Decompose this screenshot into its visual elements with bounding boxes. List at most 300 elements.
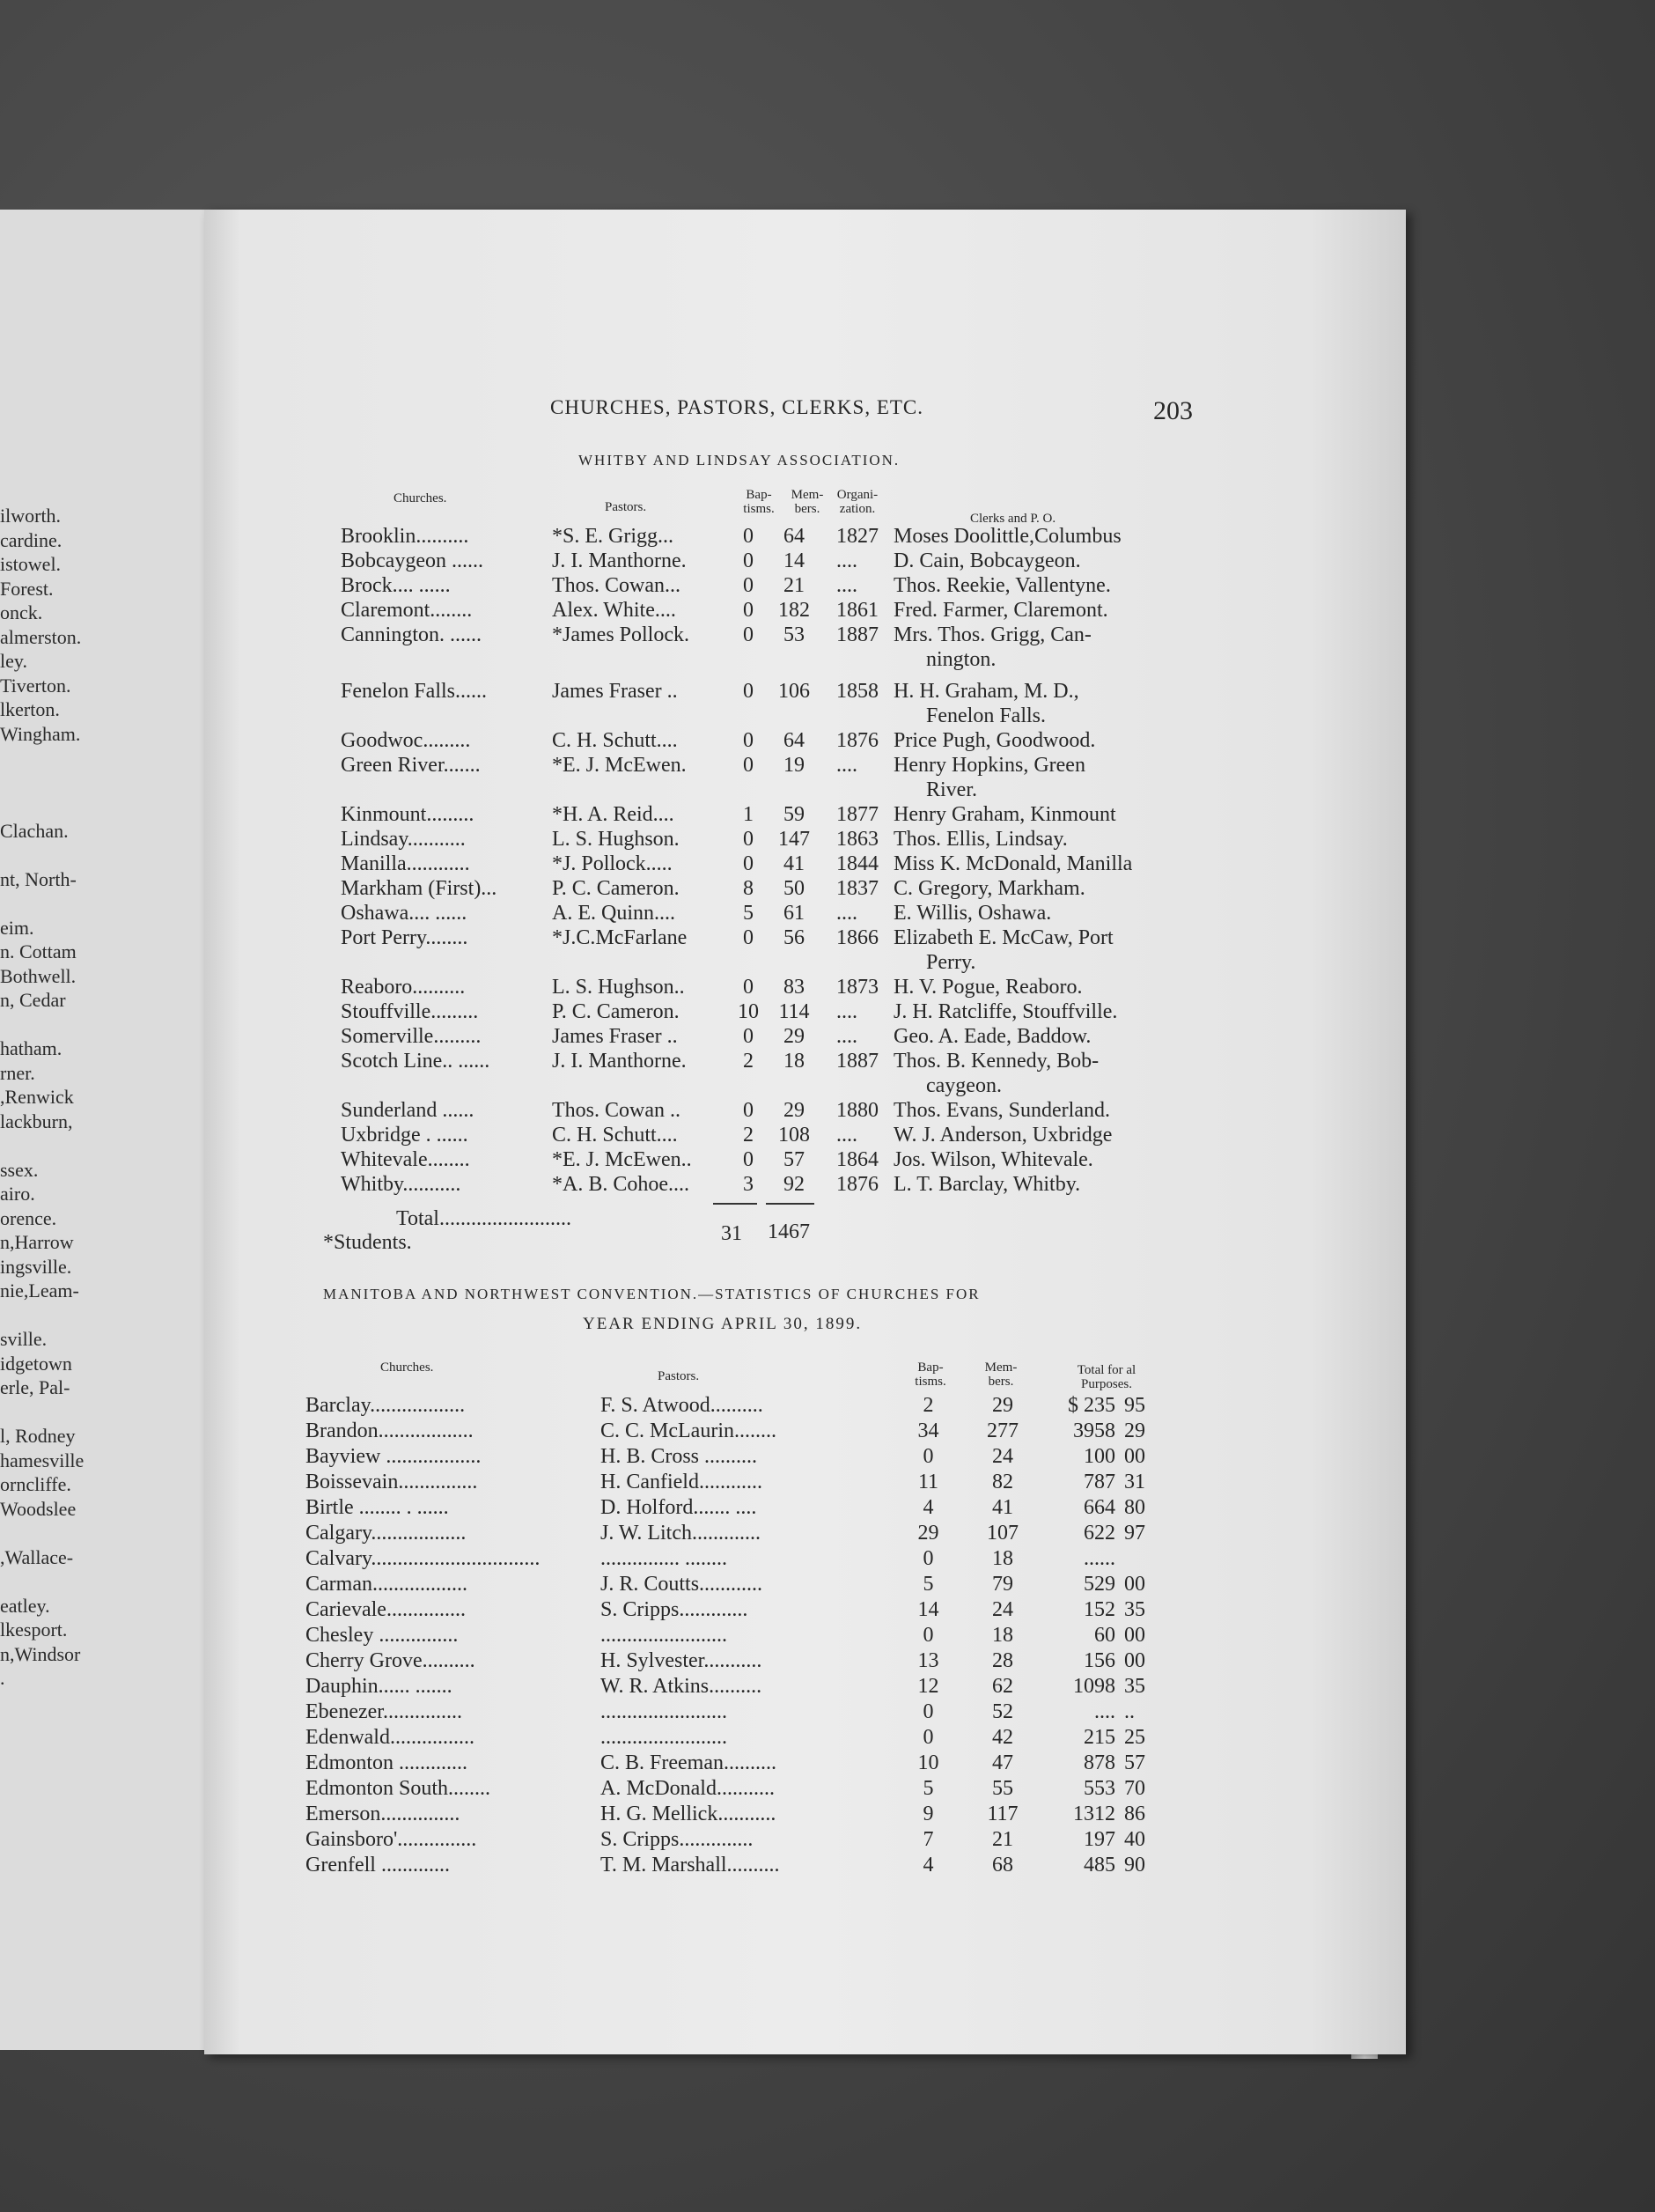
whitby-clerk: Elizabeth E. McCaw, Port bbox=[894, 926, 1114, 949]
manitoba-total-cents: .. bbox=[1124, 1700, 1135, 1723]
whitby-pastor: Thos. Cowan .. bbox=[552, 1099, 680, 1122]
whitby-members: 41 bbox=[783, 852, 805, 875]
manitoba-church: Chesley ............... bbox=[305, 1624, 459, 1647]
whitby-row bbox=[204, 976, 1406, 999]
whitby-members: 29 bbox=[783, 1099, 805, 1122]
whitby-clerk-continuation: caygeon. bbox=[926, 1074, 1002, 1097]
whitby-organized: 1880 bbox=[836, 1099, 879, 1122]
left-page-fragment: sville. bbox=[0, 1328, 48, 1350]
whitby-baptisms: 0 bbox=[743, 976, 754, 999]
whitby-clerk: W. J. Anderson, Uxbridge bbox=[894, 1124, 1113, 1147]
left-page-fragment: nie,Leam- bbox=[0, 1279, 79, 1301]
manitoba-title-line2: YEAR ENDING APRIL 30, 1899. bbox=[583, 1315, 863, 1333]
manitoba-total-cents: 31 bbox=[1124, 1471, 1145, 1493]
manitoba-total-cents: 80 bbox=[1124, 1496, 1145, 1519]
left-page-fragment: n. Cottam bbox=[0, 940, 77, 962]
manitoba-members: 47 bbox=[992, 1751, 1013, 1774]
manitoba-baptisms: 5 bbox=[923, 1777, 934, 1800]
whitby-pastor: *James Pollock. bbox=[552, 623, 689, 646]
manitoba-church: Ebenezer............... bbox=[305, 1700, 462, 1723]
whitby-row bbox=[204, 549, 1406, 572]
whitby-baptisms: 0 bbox=[743, 1025, 754, 1048]
whitby-clerk: C. Gregory, Markham. bbox=[894, 877, 1085, 900]
manitoba-row bbox=[204, 1547, 1406, 1570]
whitby-clerk: Thos. Ellis, Lindsay. bbox=[894, 828, 1068, 851]
manitoba-members: 79 bbox=[992, 1573, 1013, 1596]
whitby-organized: 1876 bbox=[836, 1173, 879, 1196]
whitby-members: 59 bbox=[783, 803, 805, 826]
whitby-members: 14 bbox=[783, 549, 805, 572]
left-page-fragment: n, Cedar bbox=[0, 989, 66, 1011]
whitby-pastor: P. C. Cameron. bbox=[552, 877, 680, 900]
whitby-organized: 1887 bbox=[836, 623, 879, 646]
whitby-church: Uxbridge . ...... bbox=[341, 1124, 468, 1147]
whitby-header-baptisms: Bap- tisms. bbox=[743, 488, 775, 516]
left-page-fragment: rner. bbox=[0, 1061, 35, 1084]
whitby-row bbox=[204, 803, 1406, 826]
manitoba-row bbox=[204, 1751, 1406, 1774]
left-page-fragment: n,Harrow bbox=[0, 1231, 74, 1253]
whitby-row bbox=[204, 754, 1406, 777]
whitby-church: Kinmount......... bbox=[341, 803, 474, 826]
left-page-fragment: . bbox=[0, 1667, 5, 1689]
whitby-organized: 1876 bbox=[836, 729, 879, 752]
whitby-pastor: *J.C.McFarlane bbox=[552, 926, 688, 949]
left-page-fragment: orncliffe. bbox=[0, 1473, 71, 1495]
whitby-church: Port Perry........ bbox=[341, 926, 468, 949]
whitby-clerk-continuation: Fenelon Falls. bbox=[926, 704, 1046, 727]
manitoba-total-dollars: 156 bbox=[1084, 1649, 1115, 1672]
whitby-baptisms: 2 bbox=[743, 1124, 754, 1147]
left-page-fragment: istowel. bbox=[0, 553, 62, 575]
manitoba-total-dollars: $ 235 bbox=[1068, 1394, 1115, 1417]
whitby-pastor: J. I. Manthorne. bbox=[552, 1050, 687, 1073]
whitby-pastor: C. H. Schutt.... bbox=[552, 729, 678, 752]
manitoba-title-line1: MANITOBA AND NORTHWEST CONVENTION.—STATISTICS OF CHURCHES FOR bbox=[323, 1286, 981, 1302]
left-page-fragment: lkesport. bbox=[0, 1618, 68, 1641]
whitby-church: Scotch Line.. ...... bbox=[341, 1050, 490, 1073]
manitoba-total-cents: 00 bbox=[1124, 1445, 1145, 1468]
manitoba-row bbox=[204, 1419, 1406, 1442]
whitby-organized: .... bbox=[836, 1124, 857, 1147]
manitoba-total-cents: 25 bbox=[1124, 1726, 1145, 1749]
left-page-fragment: Forest. bbox=[0, 577, 54, 600]
manitoba-baptisms: 2 bbox=[923, 1394, 934, 1417]
whitby-row bbox=[204, 828, 1406, 851]
whitby-pastor: James Fraser .. bbox=[552, 1025, 678, 1048]
manitoba-baptisms: 0 bbox=[923, 1726, 934, 1749]
manitoba-baptisms: 29 bbox=[917, 1522, 939, 1545]
manitoba-church: Bayview .................. bbox=[305, 1445, 482, 1468]
whitby-organized: 1864 bbox=[836, 1148, 879, 1171]
whitby-members: 83 bbox=[783, 976, 805, 999]
manitoba-members: 18 bbox=[992, 1624, 1013, 1647]
manitoba-total-dollars: 60 bbox=[1094, 1624, 1115, 1647]
manitoba-church: Barclay.................. bbox=[305, 1394, 466, 1417]
whitby-members: 106 bbox=[778, 680, 810, 703]
manitoba-header-baptisms: Bap- tisms. bbox=[915, 1360, 946, 1389]
whitby-clerk: Henry Hopkins, Green bbox=[894, 754, 1085, 777]
manitoba-baptisms: 34 bbox=[917, 1419, 939, 1442]
manitoba-header-pastors: Pastors. bbox=[658, 1369, 700, 1383]
whitby-baptisms: 0 bbox=[743, 754, 754, 777]
whitby-organized: 1877 bbox=[836, 803, 879, 826]
manitoba-church: Birtle ........ . ...... bbox=[305, 1496, 449, 1519]
whitby-baptisms: 0 bbox=[743, 828, 754, 851]
whitby-members: 108 bbox=[778, 1124, 810, 1147]
manitoba-baptisms: 4 bbox=[923, 1854, 934, 1877]
manitoba-pastor: S. Cripps.............. bbox=[600, 1828, 754, 1851]
whitby-church: Sunderland ...... bbox=[341, 1099, 474, 1122]
manitoba-row bbox=[204, 1854, 1406, 1877]
left-page-fragment: Bothwell. bbox=[0, 964, 77, 987]
whitby-clerk: D. Cain, Bobcaygeon. bbox=[894, 549, 1081, 572]
manitoba-pastor: S. Cripps............. bbox=[600, 1598, 748, 1621]
whitby-row bbox=[204, 902, 1406, 925]
manitoba-row bbox=[204, 1624, 1406, 1647]
manitoba-church: Emerson............... bbox=[305, 1803, 460, 1825]
manitoba-pastor: T. M. Marshall.......... bbox=[600, 1854, 780, 1877]
manitoba-row bbox=[204, 1394, 1406, 1417]
manitoba-header-total: Total for al Purposes. bbox=[1077, 1363, 1136, 1391]
manitoba-church: Dauphin...... ....... bbox=[305, 1675, 452, 1698]
manitoba-total-dollars: 152 bbox=[1084, 1598, 1115, 1621]
manitoba-row bbox=[204, 1803, 1406, 1825]
whitby-church: Manilla............ bbox=[341, 852, 470, 875]
whitby-pastor: C. H. Schutt.... bbox=[552, 1124, 678, 1147]
manitoba-pastor: ........................ bbox=[600, 1700, 727, 1723]
whitby-clerk: Moses Doolittle,Columbus bbox=[894, 525, 1122, 548]
whitby-baptisms: 2 bbox=[743, 1050, 754, 1073]
manitoba-members: 68 bbox=[992, 1854, 1013, 1877]
manitoba-church: Calgary.................. bbox=[305, 1522, 467, 1545]
manitoba-total-cents: 00 bbox=[1124, 1573, 1145, 1596]
manitoba-church: Edmonton South........ bbox=[305, 1777, 491, 1800]
whitby-members: 64 bbox=[783, 525, 805, 548]
whitby-members: 56 bbox=[783, 926, 805, 949]
manitoba-church: Carman.................. bbox=[305, 1573, 467, 1596]
whitby-members: 147 bbox=[778, 828, 810, 851]
manitoba-total-dollars: 197 bbox=[1084, 1828, 1115, 1851]
whitby-members: 92 bbox=[783, 1173, 805, 1196]
whitby-clerk: Price Pugh, Goodwood. bbox=[894, 729, 1096, 752]
manitoba-row bbox=[204, 1445, 1406, 1468]
whitby-pastor: Alex. White.... bbox=[552, 599, 676, 622]
page-number: 203 bbox=[1153, 396, 1193, 425]
whitby-members: 50 bbox=[783, 877, 805, 900]
whitby-church: Brock.... ...... bbox=[341, 574, 451, 597]
manitoba-pastor: J. R. Coutts............ bbox=[600, 1573, 763, 1596]
whitby-members: 114 bbox=[778, 1000, 810, 1023]
manitoba-total-cents: 90 bbox=[1124, 1854, 1145, 1877]
whitby-baptisms: 0 bbox=[743, 525, 754, 548]
left-page-fragment: almerston. bbox=[0, 625, 82, 648]
left-page-fragment: ssex. bbox=[0, 1158, 39, 1181]
whitby-clerk: H. H. Graham, M. D., bbox=[894, 680, 1079, 703]
manitoba-members: 29 bbox=[992, 1394, 1013, 1417]
whitby-pastor: *E. J. McEwen. bbox=[552, 754, 687, 777]
left-page-fragment: ,Wallace- bbox=[0, 1545, 74, 1568]
manitoba-total-cents: 29 bbox=[1124, 1419, 1145, 1442]
left-page-fragment: n,Windsor bbox=[0, 1642, 81, 1665]
manitoba-total-dollars: 1312 bbox=[1073, 1803, 1115, 1825]
manitoba-baptisms: 0 bbox=[923, 1700, 934, 1723]
left-page-fragment: idgetown bbox=[0, 1352, 72, 1375]
manitoba-members: 277 bbox=[987, 1419, 1019, 1442]
manitoba-pastor: H. Sylvester........... bbox=[600, 1649, 762, 1672]
manitoba-total-cents: 00 bbox=[1124, 1624, 1145, 1647]
manitoba-pastor: D. Holford....... .... bbox=[600, 1496, 757, 1519]
whitby-church: Claremont........ bbox=[341, 599, 473, 622]
manitoba-baptisms: 4 bbox=[923, 1496, 934, 1519]
manitoba-total-cents: 95 bbox=[1124, 1394, 1145, 1417]
whitby-members: 61 bbox=[783, 902, 805, 925]
running-head: CHURCHES, PASTORS, CLERKS, ETC. bbox=[550, 396, 924, 418]
whitby-members: 57 bbox=[783, 1148, 805, 1171]
whitby-baptisms: 0 bbox=[743, 599, 754, 622]
left-page-fragment: onck. bbox=[0, 601, 43, 623]
whitby-baptisms: 1 bbox=[743, 803, 754, 826]
whitby-pastor: Thos. Cowan... bbox=[552, 574, 680, 597]
left-page-fragment: Wingham. bbox=[0, 722, 81, 745]
manitoba-baptisms: 12 bbox=[917, 1675, 939, 1698]
manitoba-members: 28 bbox=[992, 1649, 1013, 1672]
whitby-organized: 1844 bbox=[836, 852, 879, 875]
whitby-church: Whitby........... bbox=[341, 1173, 461, 1196]
manitoba-baptisms: 0 bbox=[923, 1445, 934, 1468]
manitoba-total-dollars: 100 bbox=[1084, 1445, 1115, 1468]
whitby-total-baptisms: 31 bbox=[721, 1222, 742, 1245]
whitby-pastor: L. S. Hughson. bbox=[552, 828, 680, 851]
manitoba-baptisms: 13 bbox=[917, 1649, 939, 1672]
manitoba-total-dollars: 553 bbox=[1084, 1777, 1115, 1800]
whitby-baptisms: 0 bbox=[743, 729, 754, 752]
whitby-baptisms: 8 bbox=[743, 877, 754, 900]
whitby-church: Oshawa.... ...... bbox=[341, 902, 467, 925]
whitby-pastor: *J. Pollock..... bbox=[552, 852, 673, 875]
whitby-organized: .... bbox=[836, 1025, 857, 1048]
whitby-clerk: Thos. Evans, Sunderland. bbox=[894, 1099, 1110, 1122]
left-page-fragment: cardine. bbox=[0, 528, 63, 551]
manitoba-total-dollars: 215 bbox=[1084, 1726, 1115, 1749]
manitoba-row bbox=[204, 1675, 1406, 1698]
manitoba-members: 42 bbox=[992, 1726, 1013, 1749]
manitoba-pastor: ........................ bbox=[600, 1726, 727, 1749]
manitoba-members: 82 bbox=[992, 1471, 1013, 1493]
whitby-pastor: *A. B. Cohoe.... bbox=[552, 1173, 689, 1196]
manitoba-church: Grenfell ............. bbox=[305, 1854, 450, 1877]
whitby-organized: .... bbox=[836, 754, 857, 777]
manitoba-total-cents: 86 bbox=[1124, 1803, 1145, 1825]
whitby-members: 53 bbox=[783, 623, 805, 646]
manitoba-row bbox=[204, 1777, 1406, 1800]
whitby-baptisms: 10 bbox=[738, 1000, 759, 1023]
whitby-organized: 1873 bbox=[836, 976, 879, 999]
manitoba-total-dollars: 529 bbox=[1084, 1573, 1115, 1596]
manitoba-pastor: C. C. McLaurin........ bbox=[600, 1419, 776, 1442]
whitby-organized: 1863 bbox=[836, 828, 879, 851]
left-page-fragment: eim. bbox=[0, 916, 34, 939]
manitoba-total-cents: 00 bbox=[1124, 1649, 1145, 1672]
manitoba-row bbox=[204, 1726, 1406, 1749]
manitoba-total-dollars: 622 bbox=[1084, 1522, 1115, 1545]
manitoba-pastor: A. McDonald........... bbox=[600, 1777, 775, 1800]
manitoba-baptisms: 10 bbox=[917, 1751, 939, 1774]
whitby-row bbox=[204, 1099, 1406, 1122]
whitby-row bbox=[204, 1025, 1406, 1048]
whitby-pastor: *S. E. Grigg... bbox=[552, 525, 673, 548]
manitoba-members: 24 bbox=[992, 1598, 1013, 1621]
manitoba-baptisms: 9 bbox=[923, 1803, 934, 1825]
whitby-title: WHITBY AND LINDSAY ASSOCIATION. bbox=[578, 452, 901, 468]
manitoba-total-dollars: ...... bbox=[1084, 1547, 1115, 1570]
whitby-clerk: Thos. Reekie, Vallentyne. bbox=[894, 574, 1111, 597]
whitby-header-churches: Churches. bbox=[394, 491, 447, 505]
manitoba-members: 24 bbox=[992, 1445, 1013, 1468]
whitby-organized: 1861 bbox=[836, 599, 879, 622]
students-footnote: *Students. bbox=[323, 1231, 412, 1254]
whitby-pastor: P. C. Cameron. bbox=[552, 1000, 680, 1023]
total-rule-members bbox=[766, 1203, 814, 1205]
manitoba-row bbox=[204, 1471, 1406, 1493]
manitoba-pastor: W. R. Atkins.......... bbox=[600, 1675, 762, 1698]
left-page-fragment: lkerton. bbox=[0, 698, 60, 720]
manitoba-church: Carievale............... bbox=[305, 1598, 466, 1621]
whitby-row bbox=[204, 1000, 1406, 1023]
left-page-fragment: ,Renwick bbox=[0, 1086, 74, 1108]
whitby-baptisms: 0 bbox=[743, 1099, 754, 1122]
whitby-church: Somerville......... bbox=[341, 1025, 482, 1048]
manitoba-total-dollars: 664 bbox=[1084, 1496, 1115, 1519]
manitoba-members: 21 bbox=[992, 1828, 1013, 1851]
whitby-clerk: Miss K. McDonald, Manilla bbox=[894, 852, 1133, 875]
manitoba-pastor: H. G. Mellick........... bbox=[600, 1803, 776, 1825]
manitoba-pastor: H. B. Cross .......... bbox=[600, 1445, 758, 1468]
whitby-church: Cannington. ...... bbox=[341, 623, 482, 646]
manitoba-church: Edmonton ............. bbox=[305, 1751, 467, 1774]
whitby-clerk: Thos. B. Kennedy, Bob- bbox=[894, 1050, 1100, 1073]
manitoba-total-cents: 57 bbox=[1124, 1751, 1145, 1774]
manitoba-row bbox=[204, 1573, 1406, 1596]
manitoba-pastor: H. Canfield............ bbox=[600, 1471, 762, 1493]
whitby-church: Fenelon Falls...... bbox=[341, 680, 487, 703]
whitby-row bbox=[204, 1124, 1406, 1147]
whitby-row bbox=[204, 926, 1406, 949]
whitby-row bbox=[204, 1173, 1406, 1196]
whitby-members: 64 bbox=[783, 729, 805, 752]
whitby-organized: .... bbox=[836, 549, 857, 572]
manitoba-pastor: ........................ bbox=[600, 1624, 727, 1647]
whitby-clerk: Mrs. Thos. Grigg, Can- bbox=[894, 623, 1092, 646]
whitby-clerk-continuation: nington. bbox=[926, 648, 997, 671]
manitoba-church: Gainsboro'............... bbox=[305, 1828, 477, 1851]
left-page-fragment: ilworth. bbox=[0, 505, 62, 527]
whitby-members: 21 bbox=[783, 574, 805, 597]
whitby-church: Reaboro.......... bbox=[341, 976, 466, 999]
whitby-baptisms: 0 bbox=[743, 852, 754, 875]
whitby-header-clerks: Clerks and P. O. bbox=[970, 512, 1056, 526]
manitoba-members: 41 bbox=[992, 1496, 1013, 1519]
whitby-organized: .... bbox=[836, 902, 857, 925]
manitoba-total-cents: 35 bbox=[1124, 1675, 1145, 1698]
manitoba-members: 62 bbox=[992, 1675, 1013, 1698]
whitby-row bbox=[204, 877, 1406, 900]
whitby-row bbox=[204, 1050, 1406, 1073]
manitoba-row bbox=[204, 1649, 1406, 1672]
manitoba-baptisms: 0 bbox=[923, 1547, 934, 1570]
manitoba-pastor: ............... ........ bbox=[600, 1547, 727, 1570]
manitoba-row bbox=[204, 1700, 1406, 1723]
whitby-members: 29 bbox=[783, 1025, 805, 1048]
left-page-fragment: hamesville bbox=[0, 1449, 85, 1471]
whitby-total-label: Total......................... bbox=[396, 1207, 571, 1230]
left-page-fragment: airo. bbox=[0, 1183, 35, 1205]
left-page-fragment: ley. bbox=[0, 650, 27, 672]
whitby-members: 19 bbox=[783, 754, 805, 777]
whitby-baptisms: 0 bbox=[743, 549, 754, 572]
manitoba-header-churches: Churches. bbox=[380, 1360, 434, 1375]
left-page-fragment: hatham. bbox=[0, 1037, 63, 1059]
manitoba-baptisms: 5 bbox=[923, 1573, 934, 1596]
manitoba-total-dollars: 485 bbox=[1084, 1854, 1115, 1877]
whitby-church: Stouffville......... bbox=[341, 1000, 479, 1023]
left-facing-page bbox=[0, 210, 232, 2050]
manitoba-total-dollars: 3958 bbox=[1073, 1419, 1115, 1442]
whitby-pastor: *E. J. McEwen.. bbox=[552, 1148, 692, 1171]
left-page-fragment: l, Rodney bbox=[0, 1425, 76, 1447]
manitoba-total-dollars: .... bbox=[1094, 1700, 1115, 1723]
whitby-clerk: H. V. Pogue, Reaboro. bbox=[894, 976, 1083, 999]
whitby-clerk: Henry Graham, Kinmount bbox=[894, 803, 1116, 826]
whitby-header-pastors: Pastors. bbox=[605, 500, 647, 514]
manitoba-pastor: C. B. Freeman.......... bbox=[600, 1751, 776, 1774]
whitby-row bbox=[204, 852, 1406, 875]
whitby-clerk: J. H. Ratcliffe, Stouffville. bbox=[894, 1000, 1118, 1023]
whitby-clerk: L. T. Barclay, Whitby. bbox=[894, 1173, 1081, 1196]
manitoba-total-dollars: 878 bbox=[1084, 1751, 1115, 1774]
whitby-pastor: J. I. Manthorne. bbox=[552, 549, 687, 572]
left-page-fragment: lackburn, bbox=[0, 1110, 73, 1132]
manitoba-row bbox=[204, 1496, 1406, 1519]
whitby-organized: 1887 bbox=[836, 1050, 879, 1073]
manitoba-total-cents: 35 bbox=[1124, 1598, 1145, 1621]
whitby-header-organization: Organi- zation. bbox=[836, 488, 879, 516]
whitby-clerk: Fred. Farmer, Claremont. bbox=[894, 599, 1108, 622]
whitby-header-members: Mem- bers. bbox=[791, 488, 824, 516]
manitoba-row bbox=[204, 1598, 1406, 1621]
whitby-baptisms: 5 bbox=[743, 902, 754, 925]
whitby-church: Green River....... bbox=[341, 754, 481, 777]
manitoba-church: Edenwald................ bbox=[305, 1726, 474, 1749]
manitoba-row bbox=[204, 1522, 1406, 1545]
manitoba-row bbox=[204, 1828, 1406, 1851]
whitby-baptisms: 0 bbox=[743, 623, 754, 646]
left-page-fragment: eatley. bbox=[0, 1594, 50, 1617]
whitby-clerk-continuation: River. bbox=[926, 778, 977, 801]
manitoba-members: 107 bbox=[987, 1522, 1019, 1545]
whitby-organized: 1827 bbox=[836, 525, 879, 548]
whitby-pastor: *H. A. Reid.... bbox=[552, 803, 674, 826]
whitby-baptisms: 0 bbox=[743, 574, 754, 597]
whitby-row bbox=[204, 1148, 1406, 1171]
whitby-row bbox=[204, 525, 1406, 548]
whitby-row bbox=[204, 599, 1406, 622]
whitby-church: Whitevale........ bbox=[341, 1148, 470, 1171]
whitby-pastor: L. S. Hughson.. bbox=[552, 976, 685, 999]
whitby-organized: 1866 bbox=[836, 926, 879, 949]
whitby-organized: .... bbox=[836, 574, 857, 597]
whitby-baptisms: 0 bbox=[743, 1148, 754, 1171]
